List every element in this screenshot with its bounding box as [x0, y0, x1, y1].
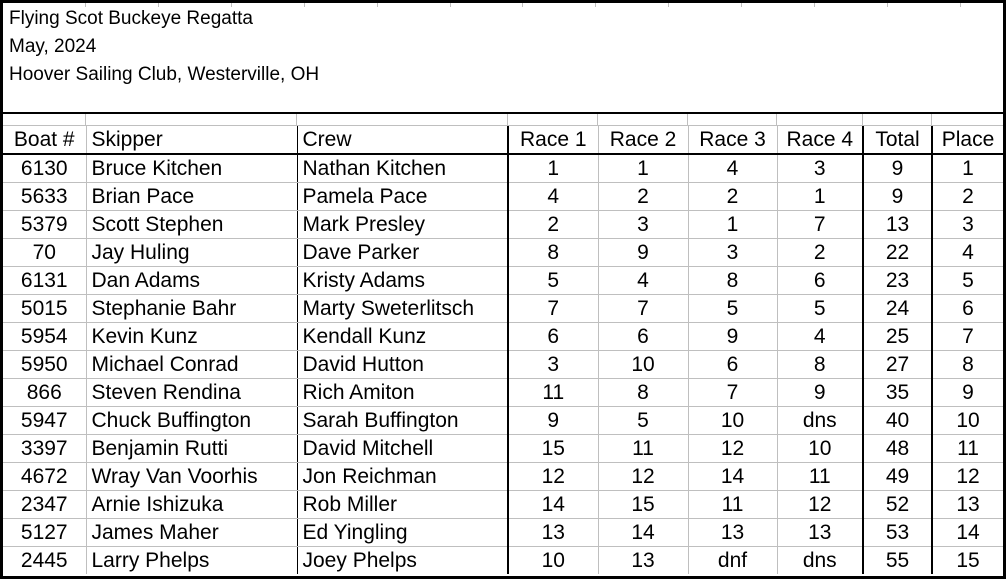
spacer-cell: [508, 114, 598, 125]
spacer-cell: [86, 114, 297, 125]
spacer-cell: [863, 114, 932, 125]
cell-place[interactable]: 14: [932, 519, 1003, 547]
cell-crew[interactable]: Marty Sweterlitsch: [297, 295, 508, 323]
cell-race-2[interactable]: 12: [598, 463, 688, 491]
cell-boat[interactable]: 5954: [3, 323, 86, 351]
cell-boat[interactable]: 70: [3, 239, 86, 267]
cell-race-4[interactable]: 12: [777, 491, 863, 519]
gridline-tick: [377, 3, 378, 7]
cell-race-1[interactable]: 3: [508, 351, 598, 379]
cell-skipper[interactable]: Stephanie Bahr: [86, 295, 297, 323]
cell-boat[interactable]: 866: [3, 379, 86, 407]
column-header-place[interactable]: Place: [932, 126, 1003, 154]
cell-place[interactable]: 10: [932, 407, 1003, 435]
spacer-row: [3, 114, 1003, 126]
cell-skipper[interactable]: Jay Huling: [86, 239, 297, 267]
cell-race-4[interactable]: dns: [777, 407, 863, 435]
cell-race-1[interactable]: 15: [508, 435, 598, 463]
spacer-cell: [297, 114, 508, 125]
cell-race-2[interactable]: 5: [598, 407, 688, 435]
cell-race-2[interactable]: 13: [598, 547, 688, 575]
cell-skipper[interactable]: Brian Pace: [86, 183, 297, 211]
cell-total[interactable]: 25: [863, 323, 932, 351]
cell-race-1[interactable]: 6: [508, 323, 598, 351]
cell-boat[interactable]: 5379: [3, 211, 86, 239]
cell-skipper[interactable]: Arnie Ishizuka: [86, 491, 297, 519]
cell-race-1[interactable]: 9: [508, 407, 598, 435]
cell-total[interactable]: 35: [863, 379, 932, 407]
column-header-crew[interactable]: Crew: [297, 126, 508, 154]
cell-race-2[interactable]: 15: [598, 491, 688, 519]
gridline-tick: [85, 3, 86, 7]
cell-race-1[interactable]: 7: [508, 295, 598, 323]
cell-race-1[interactable]: 11: [508, 379, 598, 407]
cell-crew[interactable]: Kristy Adams: [297, 267, 508, 295]
spacer-cell: [777, 114, 863, 125]
cell-race-1[interactable]: 1: [508, 154, 598, 183]
cell-skipper[interactable]: Wray Van Voorhis: [86, 463, 297, 491]
cell-race-3[interactable]: 11: [688, 491, 777, 519]
cell-place[interactable]: 13: [932, 491, 1003, 519]
cell-total[interactable]: 9: [863, 154, 932, 183]
cell-race-3[interactable]: 5: [688, 295, 777, 323]
cell-skipper[interactable]: Scott Stephen: [86, 211, 297, 239]
cell-skipper[interactable]: Dan Adams: [86, 267, 297, 295]
cell-place[interactable]: 5: [932, 267, 1003, 295]
table-row: [3, 435, 1003, 463]
cell-total[interactable]: 40: [863, 407, 932, 435]
cell-race-1[interactable]: 2: [508, 211, 598, 239]
cell-skipper[interactable]: Benjamin Rutti: [86, 435, 297, 463]
cell-boat[interactable]: 2445: [3, 547, 86, 575]
cell-race-3[interactable]: 9: [688, 323, 777, 351]
cell-boat[interactable]: 2347: [3, 491, 86, 519]
column-header-race-4[interactable]: Race 4: [777, 126, 863, 154]
cell-race-4[interactable]: 1: [777, 183, 863, 211]
cell-total[interactable]: 24: [863, 295, 932, 323]
gridline-tick: [668, 3, 669, 7]
cell-race-1[interactable]: 10: [508, 547, 598, 575]
cell-race-3[interactable]: 3: [688, 239, 777, 267]
cell-race-4[interactable]: 8: [777, 351, 863, 379]
table-row: [3, 295, 1003, 323]
cell-boat[interactable]: 5950: [3, 351, 86, 379]
cell-boat[interactable]: 6130: [3, 154, 86, 183]
cell-boat[interactable]: 5633: [3, 183, 86, 211]
cell-race-4[interactable]: 4: [777, 323, 863, 351]
cell-crew[interactable]: Nathan Kitchen: [297, 154, 508, 183]
cell-crew[interactable]: Rich Amiton: [297, 379, 508, 407]
cell-race-2[interactable]: 8: [598, 379, 688, 407]
cell-crew[interactable]: David Hutton: [297, 351, 508, 379]
cell-race-4[interactable]: 7: [777, 211, 863, 239]
gridline-tick: [741, 3, 742, 7]
column-header-total[interactable]: Total: [863, 126, 932, 154]
cell-crew[interactable]: Jon Reichman: [297, 463, 508, 491]
cell-race-3[interactable]: 14: [688, 463, 777, 491]
spacer-cell: [598, 114, 688, 125]
cell-race-4[interactable]: 3: [777, 154, 863, 183]
gridline-tick: [304, 3, 305, 7]
cell-race-4[interactable]: 10: [777, 435, 863, 463]
cell-place[interactable]: 3: [932, 211, 1003, 239]
cell-race-3[interactable]: 4: [688, 154, 777, 183]
cell-race-4[interactable]: 2: [777, 239, 863, 267]
cell-crew[interactable]: Kendall Kunz: [297, 323, 508, 351]
cell-crew[interactable]: Sarah Buffington: [297, 407, 508, 435]
column-header-race-3[interactable]: Race 3: [688, 126, 777, 154]
gridline-tick: [887, 3, 888, 7]
cell-race-2[interactable]: 3: [598, 211, 688, 239]
column-header-race-1[interactable]: Race 1: [508, 126, 598, 154]
cell-total[interactable]: 13: [863, 211, 932, 239]
cell-race-3[interactable]: 7: [688, 379, 777, 407]
table-row: [3, 183, 1003, 211]
cell-race-3[interactable]: 6: [688, 351, 777, 379]
cell-race-4[interactable]: 6: [777, 267, 863, 295]
cell-skipper[interactable]: Michael Conrad: [86, 351, 297, 379]
table-row: [3, 379, 1003, 407]
cell-race-3[interactable]: 13: [688, 519, 777, 547]
column-header-boat[interactable]: Boat #: [3, 126, 86, 154]
cell-skipper[interactable]: Chuck Buffington: [86, 407, 297, 435]
cell-place[interactable]: 15: [956, 549, 980, 572]
cell-boat[interactable]: 5127: [3, 519, 86, 547]
cell-place[interactable]: 7: [932, 323, 1003, 351]
cell-race-2[interactable]: 10: [598, 351, 688, 379]
event-date: May, 2024: [9, 36, 97, 57]
table-row: [3, 547, 1003, 575]
cell-race-1[interactable]: 8: [508, 239, 598, 267]
cell-skipper[interactable]: Bruce Kitchen: [86, 154, 297, 183]
results-table: [3, 126, 1003, 574]
cell-race-4[interactable]: dns: [777, 547, 863, 575]
cell-race-4[interactable]: 13: [777, 519, 863, 547]
cell-race-2[interactable]: 7: [598, 295, 688, 323]
gridline-tick: [158, 3, 159, 7]
cell-place[interactable]: 4: [932, 239, 1003, 267]
cell-total[interactable]: 23: [863, 267, 932, 295]
spacer-cell: [688, 114, 777, 125]
cell-boat[interactable]: 4672: [3, 463, 86, 491]
cell-total[interactable]: 49: [863, 463, 932, 491]
cell-place[interactable]: 11: [932, 435, 1003, 463]
cell-race-2[interactable]: 6: [598, 323, 688, 351]
cell-race-3[interactable]: 1: [688, 211, 777, 239]
cell-total[interactable]: 53: [863, 519, 932, 547]
cell-race-1[interactable]: 4: [508, 183, 598, 211]
event-title: Flying Scot Buckeye Regatta: [9, 8, 253, 29]
table-row: [3, 323, 1003, 351]
cell-total[interactable]: 9: [863, 183, 932, 211]
cell-race-3[interactable]: dnf: [688, 547, 777, 575]
cell-total[interactable]: 27: [863, 351, 932, 379]
cell-total[interactable]: 55: [863, 547, 932, 575]
cell-skipper[interactable]: Kevin Kunz: [86, 323, 297, 351]
cell-race-2[interactable]: 2: [598, 183, 688, 211]
table-row: [3, 211, 1003, 239]
cell-crew[interactable]: Rob Miller: [297, 491, 508, 519]
cell-total[interactable]: 52: [863, 491, 932, 519]
cell-race-3[interactable]: 10: [688, 407, 777, 435]
column-header-skipper[interactable]: Skipper: [86, 126, 297, 154]
cell-crew[interactable]: Mark Presley: [297, 211, 508, 239]
gridline-tick: [450, 3, 451, 7]
table-row: [3, 351, 1003, 379]
cell-race-2[interactable]: 4: [598, 267, 688, 295]
gridline-tick: [595, 3, 596, 7]
cell-skipper[interactable]: Steven Rendina: [86, 379, 297, 407]
table-row: [3, 154, 1003, 183]
cell-crew[interactable]: Dave Parker: [297, 239, 508, 267]
cell-place[interactable]: 12: [932, 463, 1003, 491]
gridline-tick: [231, 3, 232, 7]
cell-race-2[interactable]: 11: [598, 435, 688, 463]
cell-crew[interactable]: Pamela Pace: [297, 183, 508, 211]
cell-race-2[interactable]: 14: [598, 519, 688, 547]
cell-race-4[interactable]: 11: [777, 463, 863, 491]
cell-skipper[interactable]: James Maher: [86, 519, 297, 547]
cell-place[interactable]: 8: [932, 351, 1003, 379]
cell-place[interactable]: 6: [932, 295, 1003, 323]
gridline-tick: [522, 3, 523, 7]
cell-race-1[interactable]: 13: [508, 519, 598, 547]
cell-total[interactable]: 48: [863, 435, 932, 463]
title-block: [3, 3, 1003, 114]
column-header-race-2[interactable]: Race 2: [598, 126, 688, 154]
cell-race-1[interactable]: 14: [508, 491, 598, 519]
cell-race-3[interactable]: 12: [688, 435, 777, 463]
cell-boat[interactable]: 3397: [3, 435, 86, 463]
cell-place[interactable]: 2: [932, 183, 1003, 211]
cell-skipper[interactable]: Larry Phelps: [86, 547, 297, 575]
cell-boat[interactable]: 5947: [3, 407, 86, 435]
event-venue: Hoover Sailing Club, Westerville, OH: [9, 64, 320, 85]
cell-race-4[interactable]: 5: [777, 295, 863, 323]
cell-place[interactable]: 1: [932, 154, 1003, 183]
cell-race-4[interactable]: 9: [777, 379, 863, 407]
gridline-tick: [814, 3, 815, 7]
cell-race-2[interactable]: 9: [598, 239, 688, 267]
cell-crew[interactable]: David Mitchell: [297, 435, 508, 463]
table-row: [3, 519, 1003, 547]
table-row: [3, 407, 1003, 435]
table-row: [3, 491, 1003, 519]
cell-place[interactable]: 9: [932, 379, 1003, 407]
header-row: [3, 126, 1003, 154]
spacer-cell: [3, 114, 86, 125]
cell-total[interactable]: 22: [863, 239, 932, 267]
gridline-tick: [960, 3, 961, 7]
cell-race-1[interactable]: 12: [508, 463, 598, 491]
table-row: [3, 239, 1003, 267]
cell-race-3[interactable]: 2: [688, 183, 777, 211]
cell-crew[interactable]: Ed Yingling: [297, 519, 508, 547]
cell-race-1[interactable]: 5: [508, 267, 598, 295]
cell-race-2[interactable]: 1: [598, 154, 688, 183]
table-row: [3, 463, 1003, 491]
cell-crew[interactable]: Joey Phelps: [297, 547, 508, 575]
table-row: [3, 267, 1003, 295]
cell-boat[interactable]: 5015: [3, 295, 86, 323]
cell-race-3[interactable]: 8: [688, 267, 777, 295]
cell-boat[interactable]: 6131: [3, 267, 86, 295]
